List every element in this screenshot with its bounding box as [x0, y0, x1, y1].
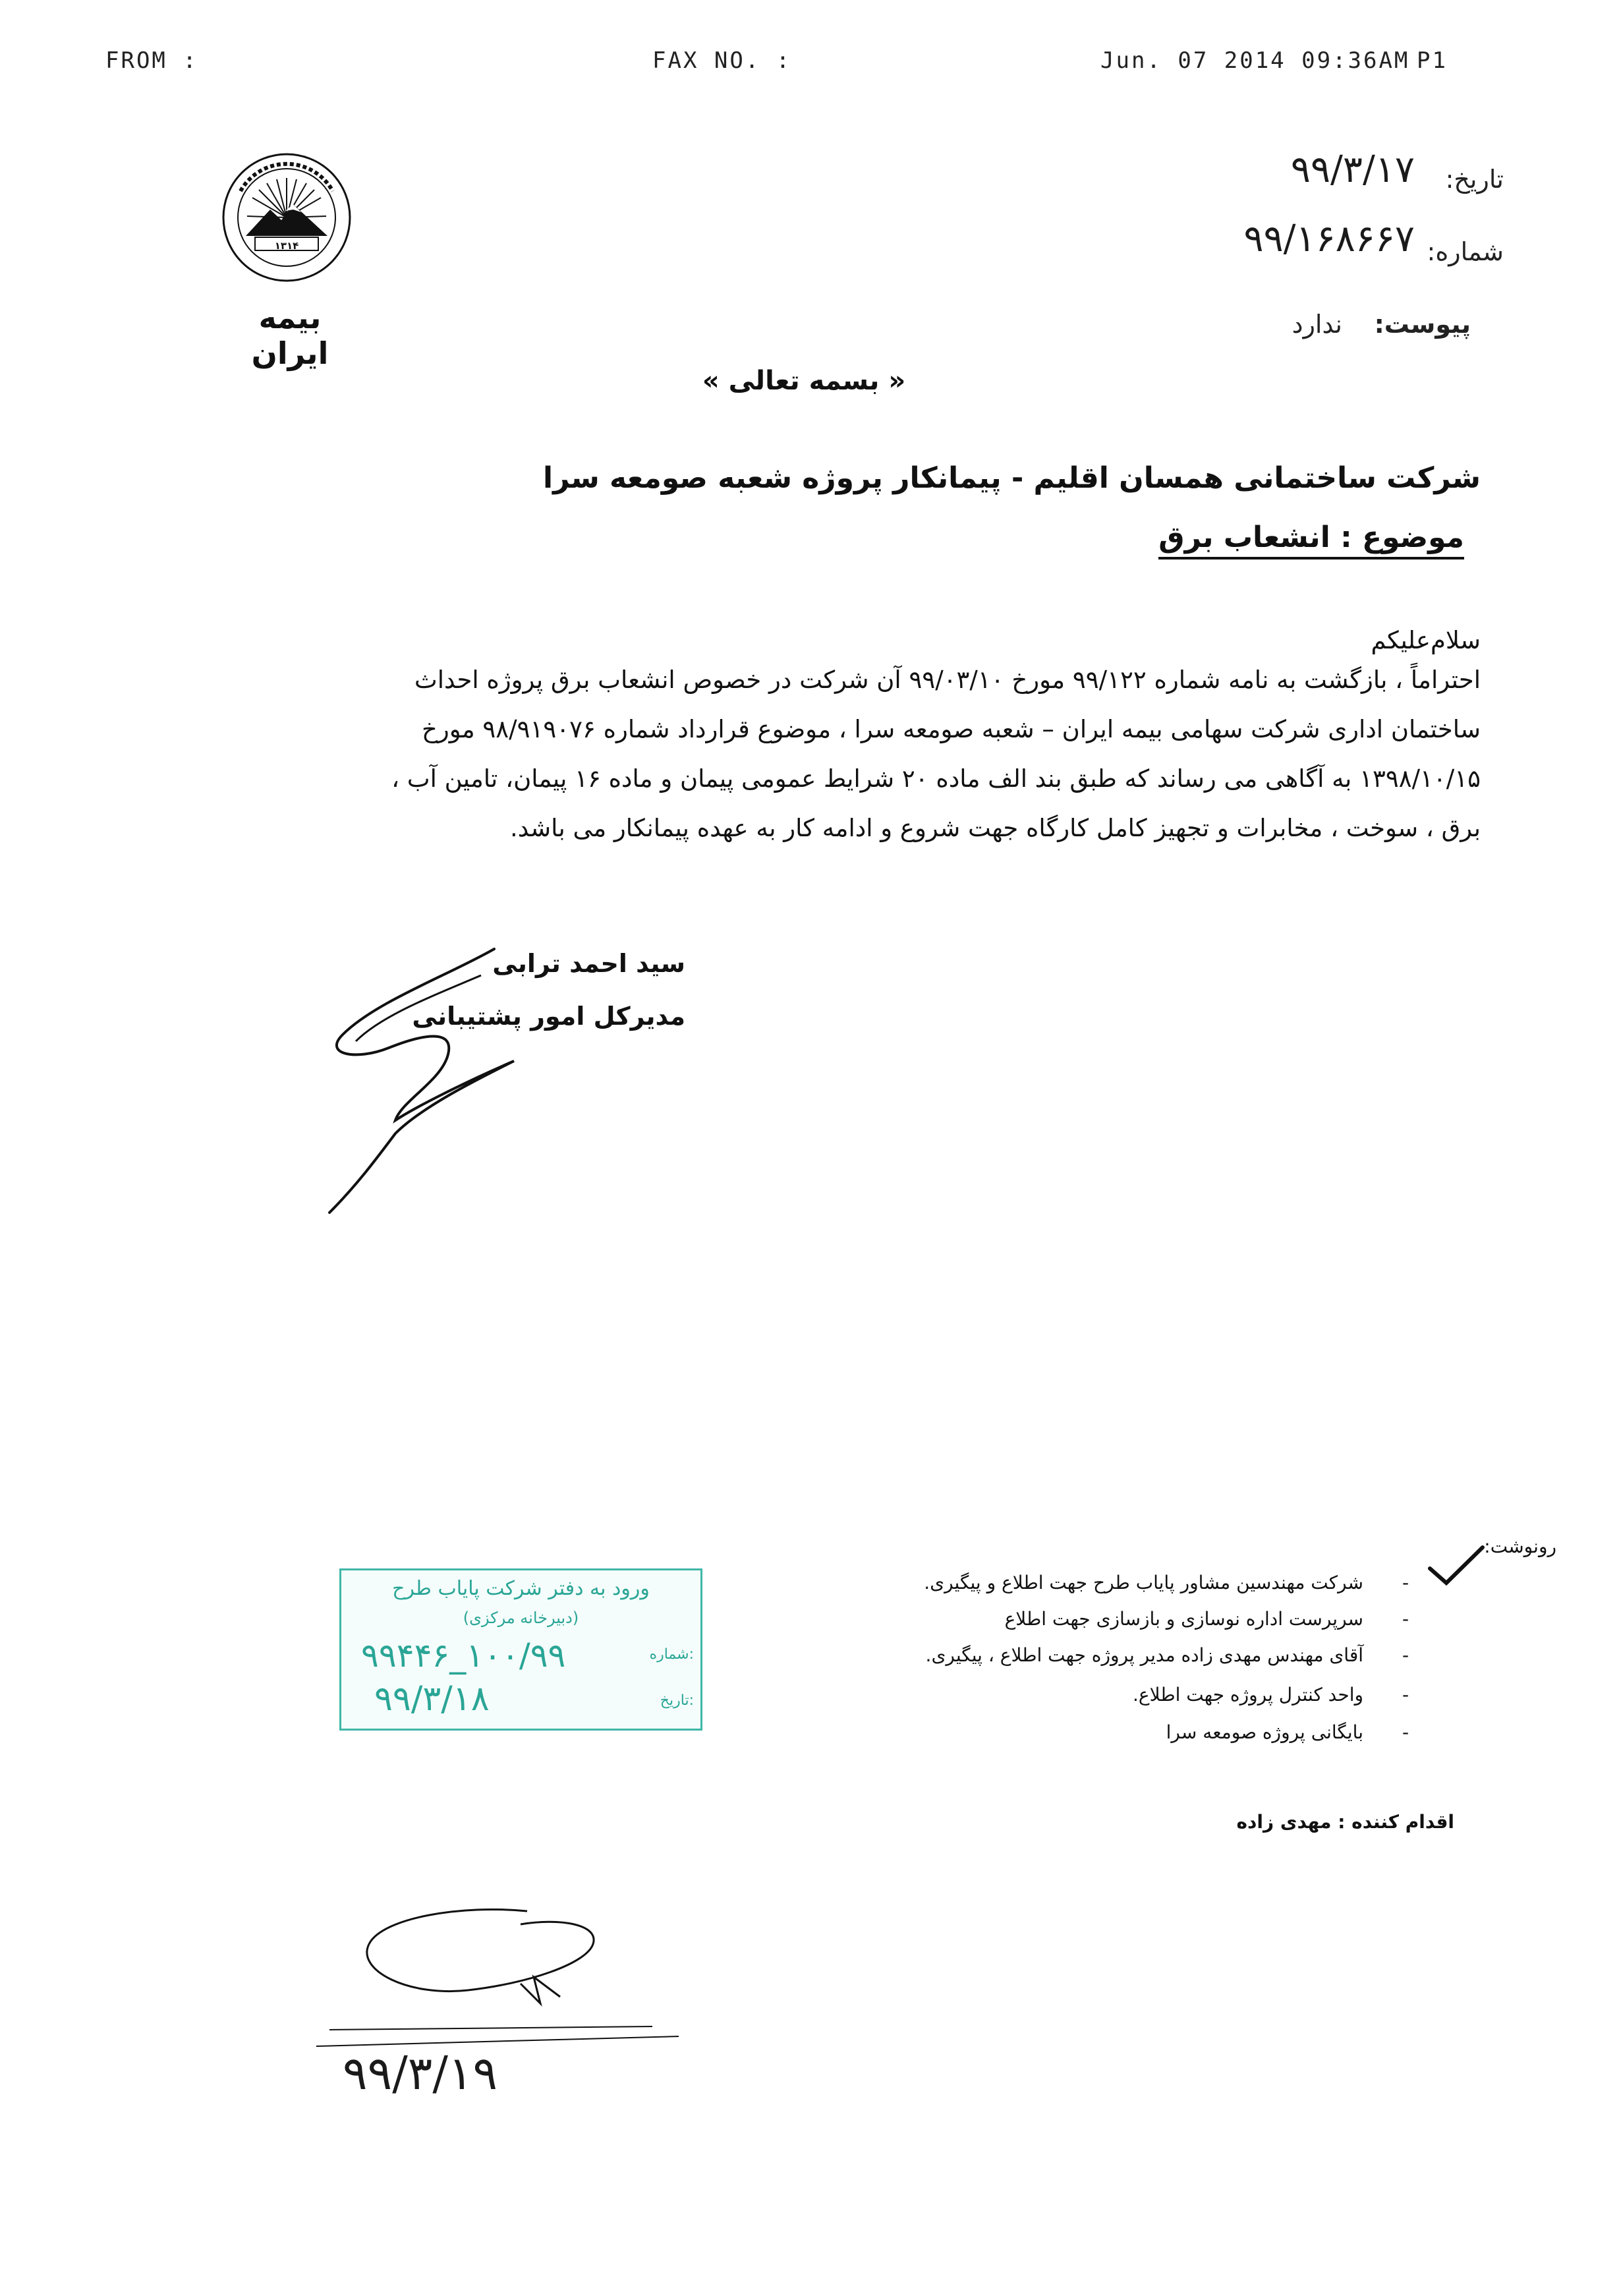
organization-name: بیمه ایران [251, 300, 329, 371]
date-value: ۹۹/۳/۱۷ [1290, 148, 1415, 191]
subject: موضوع : انشعاب برق [1158, 521, 1464, 560]
cc-bullet: - [1402, 1644, 1409, 1666]
signatory-title: مدیرکل امور پشتیبانی [412, 1002, 685, 1031]
seal-icon [221, 152, 353, 283]
fax-page: P1 [1417, 47, 1448, 74]
bismillah-heading: « بسمه تعالی » [702, 366, 906, 396]
fax-number-label: FAX NO. : [652, 47, 792, 74]
signature-icon [316, 936, 554, 1226]
attachment-value: ندارد [1292, 310, 1342, 339]
cc-item: شرکت مهندسین مشاور پایاب طرح جهت اطلاع و پیگیری. [924, 1572, 1363, 1593]
stamp-date-value: ۹۹/۳/۱۸ [374, 1679, 490, 1719]
cc-bullet: - [1402, 1721, 1409, 1743]
seal-year: ۱۳۱۴ [274, 240, 299, 252]
greeting: سلام‌علیکم [1371, 626, 1481, 654]
number-value: ۹۹/۱۶۸۶۶۷ [1243, 217, 1415, 260]
stamp-line1: ورود به دفتر شرکت پایاب طرح [392, 1577, 650, 1600]
cc-item: بایگانی پروژه صومعه سرا [1166, 1721, 1363, 1743]
stamp-number-label: شماره: [649, 1646, 694, 1663]
body-line: احتراماً ، بازگشت به نامه شماره ۹۹/۱۲۲ مورخ ۹۹/۰۳/۱۰ آن شرکت در خصوص انشعاب برق پروژه احداث [414, 666, 1481, 694]
number-label: شماره: [1427, 237, 1504, 266]
cc-bullet: - [1402, 1572, 1409, 1593]
body-line: برق ، سوخت ، مخابرات و تجهیز کامل کارگاه جهت شروع و ادامه کار به عهده پیمانکار می باشد. [510, 814, 1481, 842]
company-seal [221, 152, 353, 283]
fax-datetime: Jun. 07 2014 09:36AM [1100, 47, 1410, 74]
stamp-line2: (دبیرخانه مرکزی) [463, 1609, 579, 1627]
fax-from: FROM : [105, 47, 198, 74]
cc-label: رونوشت: [1484, 1535, 1556, 1557]
cc-bullet: - [1402, 1684, 1409, 1706]
recipient: شرکت ساختمانی همسان اقلیم - پیمانکار پروژه شعبه صومعه سرا [543, 461, 1481, 495]
date-label: تاریخ: [1445, 165, 1504, 194]
checkmark-icon [1427, 1542, 1486, 1588]
stamp-number-value: ۱۰۰/۹۹_۹۹۴۴۶ [361, 1636, 566, 1675]
body-line: ۱۳۹۸/۱۰/۱۵ به آگاهی می رساند که طبق بند الف ماده ۲۰ شرایط عمومی پیمان و ماده ۱۶ پیمان، تامین آب ، [391, 764, 1481, 793]
handwritten-date: ۹۹/۳/۱۹ [343, 2046, 498, 2100]
received-stamp [339, 1568, 702, 1731]
cc-item: آقای مهندس مهدی زاده مدیر پروژه جهت اطلاع ، پیگیری. [925, 1644, 1363, 1666]
signatory-name: سید احمد ترابی [492, 949, 685, 978]
stamp-date-label: تاریخ: [660, 1692, 694, 1709]
attachment-label: پیوست: [1374, 310, 1471, 339]
body-line: ساختمان اداری شرکت سهامی بیمه ایران – شعبه صومعه سرا ، موضوع قرارداد شماره ۹۸/۹۱۹۰۷۶ مورخ [421, 715, 1481, 743]
cc-bullet: - [1402, 1608, 1409, 1630]
cc-item: سرپرست اداره نوسازی و بازسازی جهت اطلاع [1004, 1608, 1363, 1630]
cc-item: واحد کنترل پروژه جهت اطلاع. [1133, 1684, 1363, 1706]
action-by: اقدام کننده : مهدی زاده [1236, 1811, 1454, 1833]
